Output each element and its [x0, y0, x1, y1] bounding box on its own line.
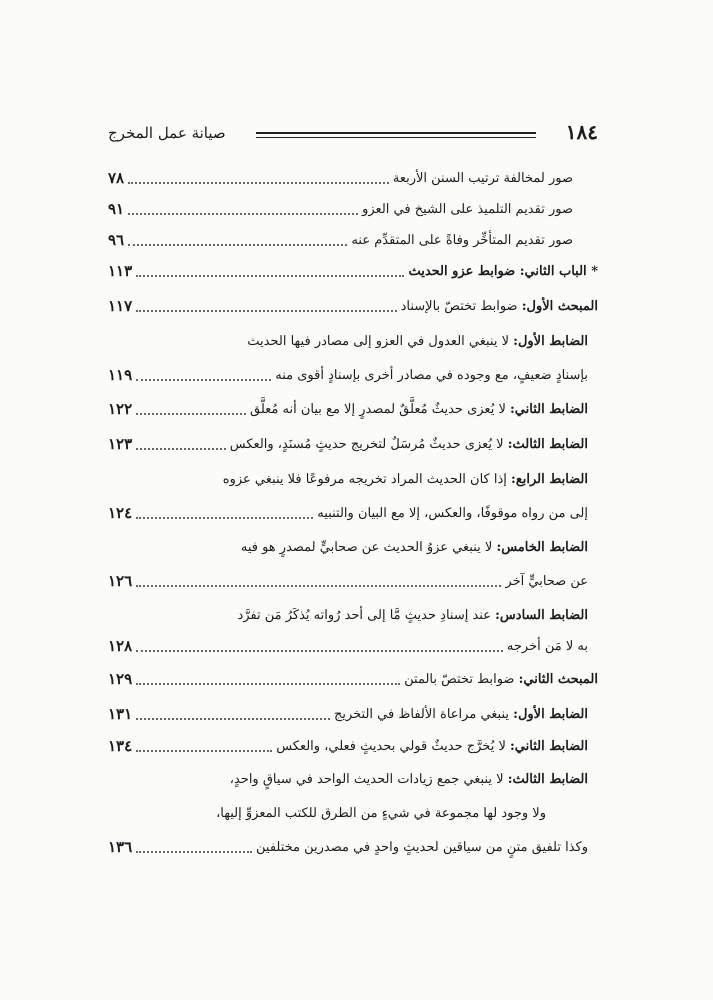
toc-entry[interactable] — [108, 532, 588, 562]
toc-page-number: ١١٧ — [108, 297, 133, 315]
toc-page-number: ١٢٣ — [108, 435, 133, 453]
toc-entry[interactable] — [108, 699, 588, 729]
toc-entry-label: الضابط السادس: — [495, 607, 588, 623]
toc-entry-label: الضابط الرابع: — [511, 471, 588, 487]
toc-page-number: ٧٨ — [108, 169, 125, 187]
dot-leader — [128, 182, 389, 184]
toc-entry-label: الضابط الأول: — [513, 333, 588, 349]
toc-entry-text: صور تقديم المتأخِّر وفاةً على المتقدِّم عنه — [351, 232, 573, 248]
toc-page-number: ١٢٢ — [108, 400, 133, 418]
dot-leader — [136, 448, 226, 450]
dot-leader — [136, 413, 246, 415]
toc-entry-text: عن صحابيٍّ آخر — [505, 573, 588, 589]
toc-entry[interactable] — [108, 194, 573, 224]
toc-entry-text: صور لمخالفة ترتيب السنن الأربعة — [392, 170, 573, 186]
toc-entry-text: ينبغي مراعاة الألفاظ في التخريج — [333, 706, 510, 722]
toc-entry-text: لا ينبغي جمع زيادات الحديث الواحد في سياقٍ واحدٍ، — [229, 771, 504, 787]
toc-entry-text: بإسنادٍ ضعيفٍ، مع وجوده في مصادر أخرى بإسنادٍ أقوى منه — [275, 367, 588, 383]
toc-chapter-label: * الباب الثاني: ضوابط عزو الحديث — [408, 263, 598, 279]
toc-page-number: ١٢٩ — [108, 670, 133, 688]
toc-entry-label: المبحث الأول: — [521, 298, 598, 314]
toc-entry-text: ولا وجود لها مجموعة في شيءٍ من الطرق للكتب المعزوِّ إليها، — [216, 805, 546, 821]
dot-leader — [136, 585, 501, 587]
toc-entry-label: الضابط الثاني: — [510, 401, 588, 417]
toc-entry-continuation[interactable] — [108, 798, 546, 828]
toc-page-number: ١٢٦ — [108, 572, 133, 590]
header-rule-thin — [256, 137, 536, 138]
toc-entry[interactable] — [108, 163, 573, 193]
toc-page-number: ١٢٨ — [108, 637, 133, 655]
toc-entry[interactable] — [108, 326, 588, 356]
dot-leader — [136, 275, 404, 277]
toc-entry-continuation[interactable] — [108, 360, 588, 390]
toc-entry-chapter[interactable] — [108, 256, 598, 286]
dot-leader — [136, 310, 396, 312]
toc-entry-text: لا ينبغي العدول في العزو إلى مصادر فيها الحديث — [247, 333, 510, 349]
dot-leader — [136, 517, 313, 519]
page-number: ١٨٤ — [565, 120, 598, 144]
header-rule — [256, 132, 536, 134]
dot-leader — [136, 851, 252, 853]
page-header — [108, 118, 598, 148]
toc-page-number: ٩٦ — [108, 231, 125, 249]
toc-entry-label: الضابط الثاني: — [510, 738, 588, 754]
toc-entry[interactable] — [108, 731, 588, 761]
toc-entry-text: لا يُعزى حديثٌ مُعلَّقٌ لمصدرٍ إلا مع بيان أنه مُعلَّق — [250, 401, 506, 417]
toc-entry-section[interactable] — [108, 291, 598, 321]
toc-entry-label: الضابط الثالث: — [507, 771, 588, 787]
toc-entry-label: المبحث الثاني: — [518, 671, 598, 687]
toc-page-number: ١١٩ — [108, 366, 133, 384]
toc-entry-text: عند إسنادِ حديثٍ مَّا إلى أحد رُواته يُذكَرُ مَن تفرَّد — [237, 607, 491, 623]
toc-entry-text: صور تقديم التلميذ على الشيخ في العزو — [362, 201, 573, 217]
toc-entry-continuation[interactable] — [108, 566, 588, 596]
toc-entry-text: لا ينبغي عزوُ الحديث عن صحابيٍّ لمصدرٍ هو فيه — [240, 539, 493, 555]
dot-leader — [136, 683, 400, 685]
toc-entry-text: به لا مَن أخرجه — [506, 638, 588, 654]
toc-entry-label: الضابط الثالث: — [507, 436, 588, 452]
toc-entry-label: الضابط الخامس: — [496, 539, 588, 555]
toc-entry[interactable] — [108, 600, 588, 630]
toc-entry[interactable] — [108, 394, 588, 424]
toc-entry-continuation[interactable] — [108, 631, 588, 661]
toc-page-number: ٩١ — [108, 200, 125, 218]
dot-leader — [128, 213, 358, 215]
dot-leader — [128, 244, 347, 246]
toc-page-number: ١٣٤ — [108, 737, 133, 755]
dot-leader — [136, 379, 271, 381]
toc-entry-text: وكذا تلفيق متنٍ من سياقين لحديثٍ واحدٍ في مصدرين مختلفين — [256, 839, 588, 855]
toc-entry[interactable] — [108, 464, 588, 494]
toc-entry-continuation[interactable] — [108, 832, 588, 862]
toc-entry-text: لا يُعزى حديثٌ مُرسَلٌ لتخريج حديثٍ مُسنَدٍ، والعكس — [229, 436, 504, 452]
toc-entry-label: الضابط الأول: — [513, 706, 588, 722]
toc-entry-section[interactable] — [108, 664, 598, 694]
toc-entry-text: إذا كان الحديث المراد تخريجه مرفوعًا فلا ينبغي عزوه — [222, 471, 507, 487]
toc-page-number: ١٣١ — [108, 705, 133, 723]
dot-leader — [136, 750, 272, 752]
toc-entry[interactable] — [108, 429, 588, 459]
toc-page-number: ١٣٦ — [108, 838, 133, 856]
toc-entry-continuation[interactable] — [108, 498, 588, 528]
toc-page-number: ١٢٤ — [108, 504, 133, 522]
dot-leader — [136, 650, 503, 652]
toc-entry[interactable] — [108, 225, 573, 255]
toc-entry-text: لا يُخرَّج حديثٌ قولي بحديثٍ فعلي، والعكس — [276, 738, 506, 754]
running-title: صيانة عمل المخرج — [108, 124, 226, 142]
toc-page-number: ١١٣ — [108, 262, 133, 280]
toc-entry-text: ضوابط تختصّ بالإسناد — [400, 298, 518, 314]
toc-entry[interactable] — [108, 764, 588, 794]
toc-entry-text: ضوابط تختصّ بالمتن — [404, 671, 515, 687]
toc-entry-text: إلى من رواه موقوفًا، والعكس، إلا مع البيان والتنبيه — [317, 505, 588, 521]
dot-leader — [136, 718, 330, 720]
